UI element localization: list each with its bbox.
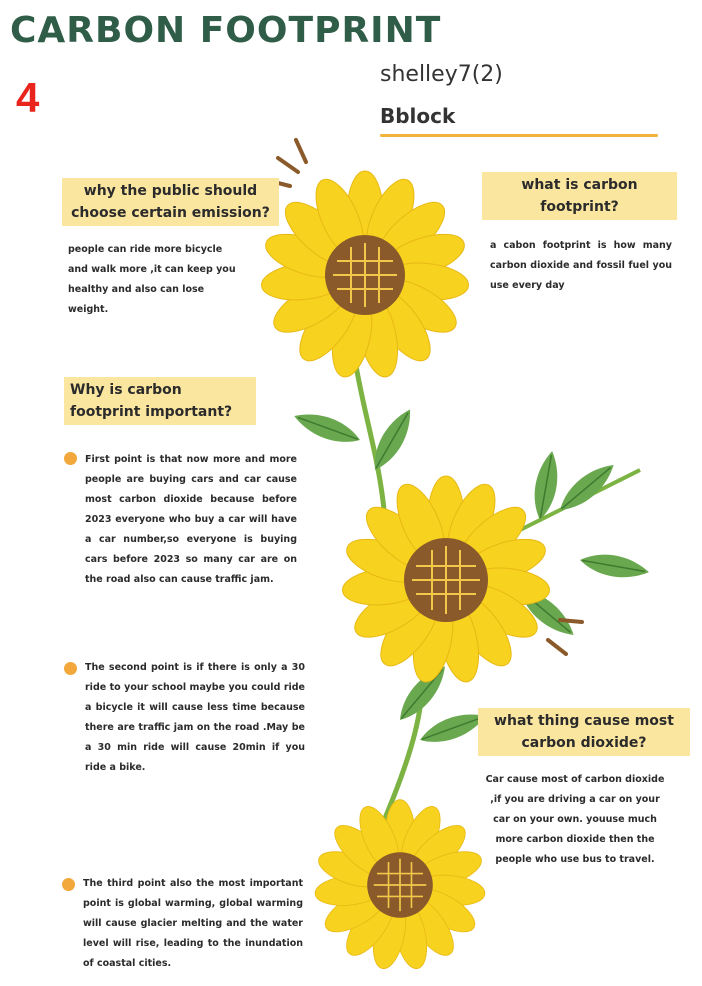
important-point-1: First point is that now more and more people are buying cars and car cause most carbon dioxide because before 2023 everyone who buy a car will have a car number,so everyone is buying cars before 2023 so many car are on the road also can cause traffic jam. <box>85 454 297 585</box>
most-carbon-heading: what thing cause most carbon dioxide? <box>478 708 690 756</box>
why-important-heading: Why is carbon footprint important? <box>64 377 256 425</box>
bullet-dot-icon <box>64 452 77 465</box>
what-is-body: a cabon footprint is how many carbon dioxide and fossil fuel you use every day <box>490 240 672 291</box>
important-point-2: The second point is if there is only a 30 ride to your school maybe you could ride a bicycle it will cause less time because there are traffic jam on the road .May be a 30 min ride will cause 20min if you ride a bike. <box>85 662 305 773</box>
bullet-dot-icon <box>64 662 77 675</box>
most-carbon-body: Car cause most of carbon dioxide ,if you are driving a car on your car on your own. youuse much more carbon dioxide then the people who use bus to travel. <box>485 774 665 865</box>
what-is-heading: what is carbon footprint? <box>482 172 677 220</box>
why-public-body: people can ride more bicycle and walk more ,it can keep you healthy and also can lose weight. <box>68 244 236 315</box>
bullet-dot-icon <box>62 878 75 891</box>
page-number: 4 <box>16 74 40 121</box>
important-point-3: The third point also the most important point is global warming, global warming will cause glacier melting and the water level will rise, leading to the inundation of coastal cities. <box>83 878 303 969</box>
author-name: shelley7(2) <box>380 62 503 87</box>
header-underline <box>380 134 658 137</box>
page-title: CARBON FOOTPRINT <box>10 10 442 51</box>
author-block: Bblock <box>380 104 456 128</box>
why-public-heading: why the public should choose certain emission? <box>62 178 279 226</box>
